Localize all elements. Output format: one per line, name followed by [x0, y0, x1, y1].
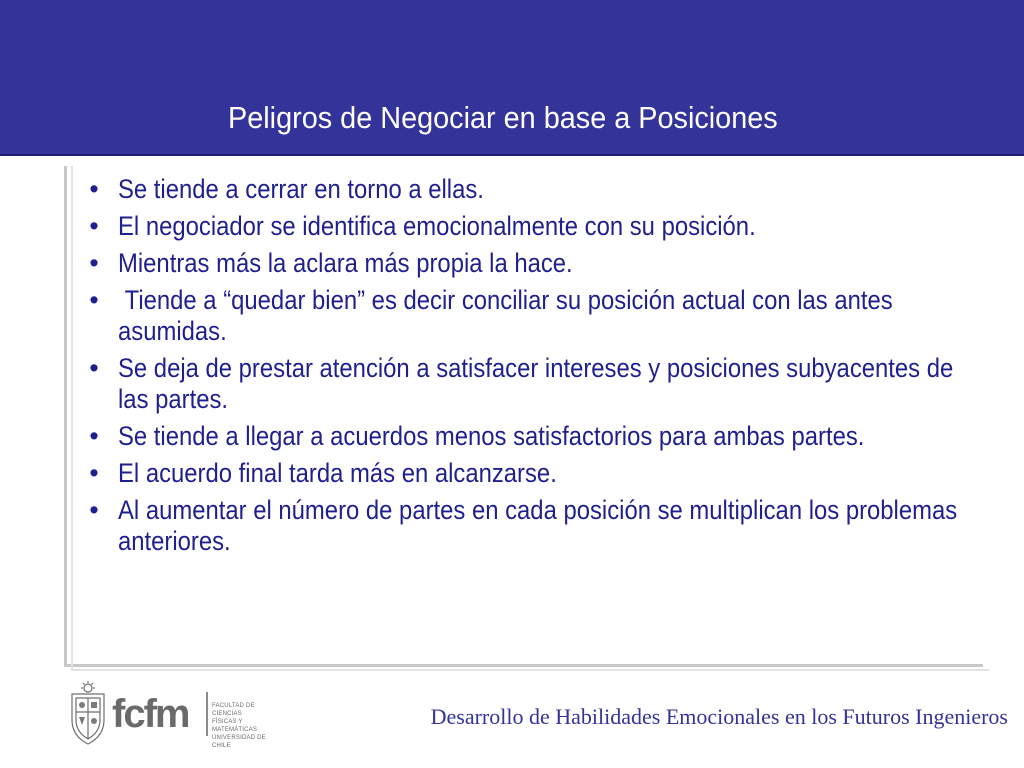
bullet-item [84, 458, 974, 489]
bullet-item [84, 248, 974, 279]
bullet-icon: • [89, 285, 99, 315]
bullet-icon: • [89, 353, 99, 383]
university-shield-icon [68, 680, 108, 746]
bullet-item [84, 353, 974, 415]
bullet-icon: • [89, 421, 99, 451]
fcfm-wordmark: fcfm [112, 692, 189, 736]
fcfm-logo [68, 680, 282, 748]
bullet-text: Se tiende a llegar a acuerdos menos satisfactorios para ambas partes. [118, 421, 865, 451]
bullet-list [84, 174, 974, 563]
bullet-item [84, 495, 974, 557]
bullet-text: Mientras más la aclara más propia la hace. [118, 248, 573, 278]
title-banner [0, 0, 1024, 156]
bullet-item [84, 421, 974, 452]
bullet-item [84, 174, 974, 205]
logo-divider [206, 692, 208, 736]
bullet-icon: • [89, 495, 99, 525]
faculty-name-line: UNIVERSIDAD DE CHILE [212, 735, 266, 749]
bullet-text: Se deja de prestar atención a satisfacer intereses y posiciones subyacentes de las partes. [118, 353, 954, 414]
bullet-text: El negociador se identifica emocionalmente con su posición. [118, 211, 756, 241]
bullet-icon: • [89, 458, 99, 488]
slide-title: Peligros de Negociar en base a Posiciones [228, 100, 778, 135]
bullet-item [84, 211, 974, 242]
bullet-icon: • [89, 248, 99, 278]
bullet-text: El acuerdo final tarda más en alcanzarse. [118, 458, 557, 488]
faculty-name-line: FACULTAD DE CIENCIAS [212, 703, 255, 717]
faculty-name-line: FÍSICAS Y MATEMÁTICAS [212, 719, 258, 733]
bullet-text: Se tiende a cerrar en torno a ellas. [118, 174, 484, 204]
faculty-name [212, 702, 284, 750]
bullet-text: Tiende a “quedar bien” es decir conciliar su posición actual con las antes asumidas. [118, 285, 900, 346]
bullet-item [84, 285, 974, 347]
bullet-icon: • [89, 174, 99, 204]
footer-title: Desarrollo de Habilidades Emocionales en los Futuros Ingenieros [430, 704, 1008, 729]
bullet-text: Al aumentar el número de partes en cada posición se multiplican los problemas anteriores. [118, 495, 958, 556]
bullet-icon: • [89, 211, 99, 241]
